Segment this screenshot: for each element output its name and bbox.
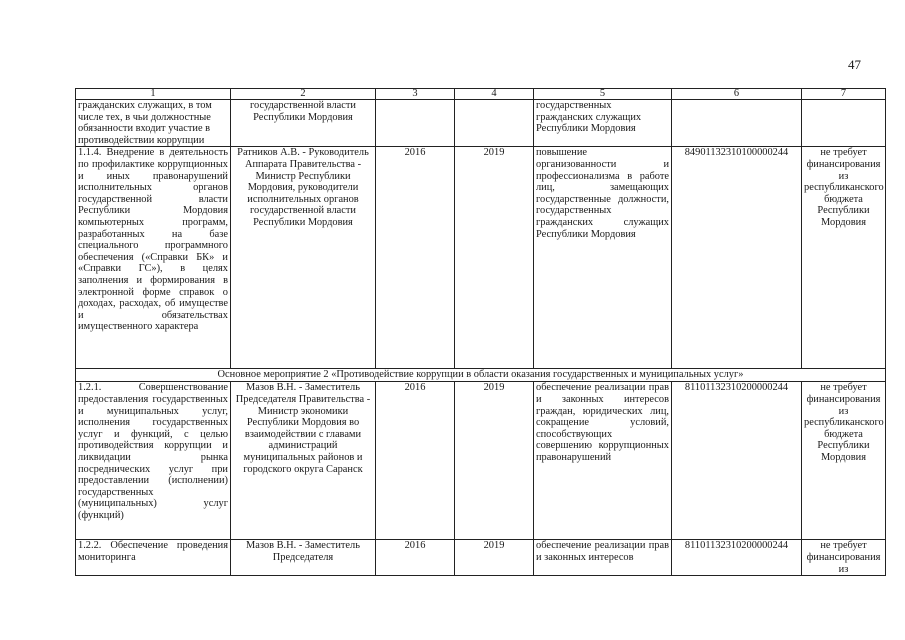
budget-code-cell: 81101132310200000244 [672,382,802,540]
table-row [76,540,886,576]
end-year-cell: 2019 [455,540,534,576]
column-number: 2 [231,89,376,100]
activity-cell: гражданских служащих, в том числе тех, в чьи должностные обязанности входит участие в противодействии коррупции [76,100,231,147]
table-row [76,100,886,147]
page-number: 47 [848,57,861,72]
section-heading-row [76,369,886,382]
table-row [76,382,886,540]
financing-cell [802,100,886,147]
column-number: 1 [76,89,231,100]
financing-cell: не требует финансирования из республиканского бюджета Республики Мордовия [802,147,886,369]
activity-cell: 1.2.2. Обеспечение проведения мониторинга [76,540,231,576]
end-year-cell [455,100,534,147]
financing-cell: не требует финансирования из республиканского бюджета Республики Мордовия [802,382,886,540]
result-cell: повышение организованности и профессионализма в работе лиц, замещающих государственные должности, государственных гражданских служащих Республики Мордовия [534,147,672,369]
start-year-cell: 2016 [376,147,455,369]
column-number: 4 [455,89,534,100]
start-year-cell: 2016 [376,540,455,576]
section-heading: Основное мероприятие 2 «Противодействие коррупции в области оказания государственных и муниципальных услуг» [76,369,886,382]
start-year-cell [376,100,455,147]
column-number: 5 [534,89,672,100]
column-number-row [76,89,886,100]
column-number: 7 [802,89,886,100]
responsible-cell: государственной власти Республики Мордовия [231,100,376,147]
result-cell: обеспечение реализации прав и законных интересов граждан, юридических лиц, сокращение условий, способствующих совершению коррупционных правонарушений [534,382,672,540]
responsible-cell: Мазов В.Н. - Заместитель Председателя Правительства - Министр экономики Республики Мордовия во взаимодействии с главами администраций муниципальных районов и городского округа Саранск [231,382,376,540]
end-year-cell: 2019 [455,147,534,369]
column-number: 6 [672,89,802,100]
result-cell: обеспечение реализации прав и законных интересов [534,540,672,576]
activity-cell: 1.1.4. Внедрение в деятельность по профилактике коррупционных и иных правонарушений исполнительных органов государственной власти Республики Мордовия компьютерных программ, разработанных на базе специального программного обеспечения («Справки БК» и «Справки ГС»), в целях заполнения и формирования в электронной форме справок о доходах, расходах, об имуществе и обязательствах имущественного характера [76,147,231,369]
column-number: 3 [376,89,455,100]
budget-code-cell [672,100,802,147]
budget-code-cell: 81101132310200000244 [672,540,802,576]
activity-cell: 1.2.1. Совершенствование предоставления государственных и муниципальных услуг, исполнения государственных услуг и функций, с целью противодействия коррупции и ликвидации рынка посреднических услуг при предоставлении (исполнении) государственных (муниципальных) услуг (функций) [76,382,231,540]
budget-code-cell: 84901132310100000244 [672,147,802,369]
responsible-cell: Мазов В.Н. - Заместитель Председателя [231,540,376,576]
responsible-cell: Ратников А.В. - Руководитель Аппарата Правительства - Министр Республики Мордовия, руководители исполнительных органов государственной власти Республики Мордовия [231,147,376,369]
activities-table [75,88,886,576]
start-year-cell: 2016 [376,382,455,540]
end-year-cell: 2019 [455,382,534,540]
result-cell: государственных гражданских служащих Республики Мордовия [534,100,672,147]
table-row [76,147,886,369]
financing-cell: не требует финансирования из [802,540,886,576]
